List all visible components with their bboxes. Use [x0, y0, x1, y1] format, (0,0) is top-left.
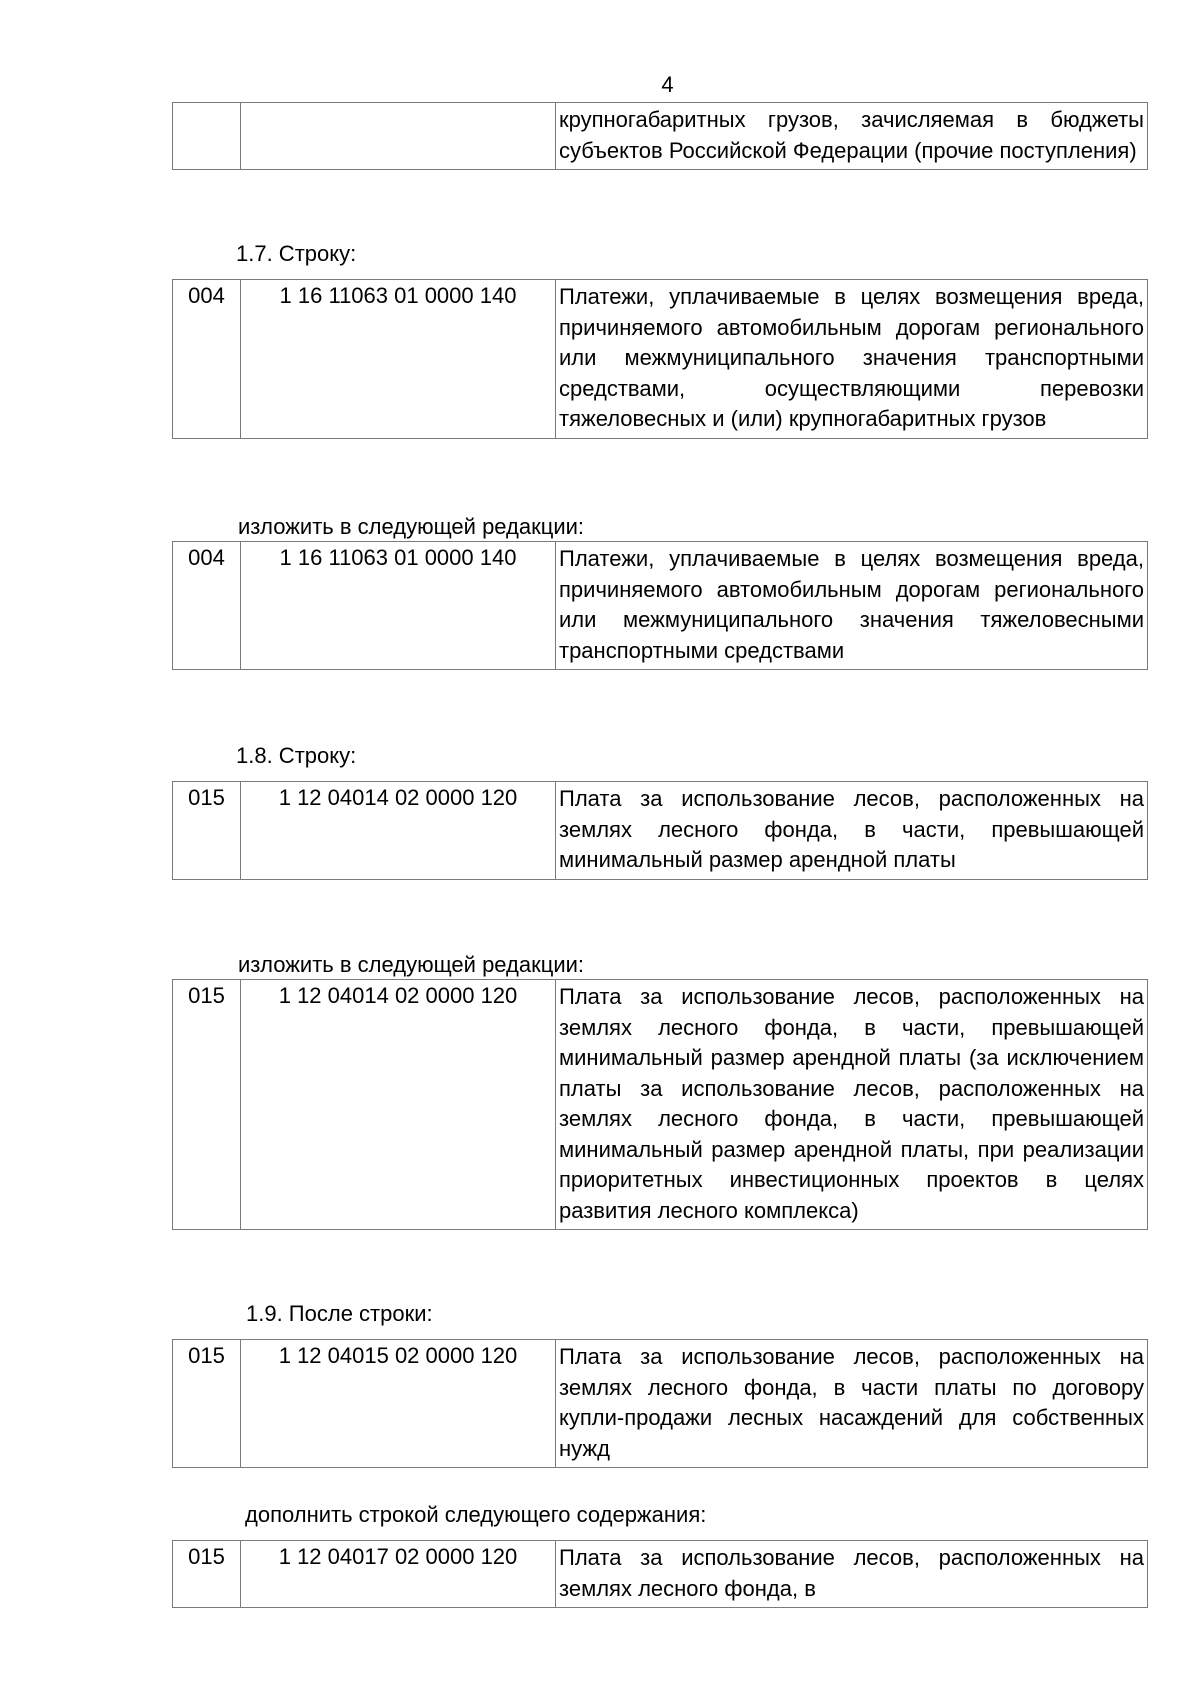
table-1-7-old: [172, 279, 1148, 439]
description-cell: Плата за использование лесов, расположенных на землях лесного фонда, в части, превышающей минимальный размер арендной платы (за исключением платы за использование лесов, расположенных на землях лесного фонда, в части, превышающей минимальный размер арендной платы, при реализации приоритетных инвестиционных проектов в целях развития лесного комплекса): [556, 980, 1148, 1230]
table-row: [173, 542, 1148, 670]
description-cell: Плата за использование лесов, расположенных на землях лесного фонда, в: [556, 1541, 1148, 1608]
description-cell: Плата за использование лесов, расположенных на землях лесного фонда, в части, превышающей минимальный размер арендной платы: [556, 782, 1148, 880]
admin-code-cell: 015: [173, 1541, 241, 1608]
section-caption-1-9: 1.9. После строки:: [246, 1301, 433, 1326]
kbk-code-cell: 1 12 04017 02 0000 120: [241, 1541, 556, 1608]
table-row: [173, 980, 1148, 1230]
description-cell: Плата за использование лесов, расположенных на землях лесного фонда, в части платы по договору купли-продажи лесных насаждений для собственных нужд: [556, 1340, 1148, 1468]
admin-code-cell: 004: [173, 542, 241, 670]
admin-code-cell: 015: [173, 782, 241, 880]
admin-code-cell: 015: [173, 980, 241, 1230]
kbk-code-cell: 1 16 11063 01 0000 140: [241, 280, 556, 439]
page-number: 4: [661, 72, 674, 97]
table-1-8-new: [172, 979, 1148, 1230]
table-1-9-after: [172, 1339, 1148, 1468]
description-cell: Платежи, уплачиваемые в целях возмещения вреда, причиняемого автомобильным дорогам регионального или межмуниципального значения тяжеловесными транспортными средствами: [556, 542, 1148, 670]
description-cell: Платежи, уплачиваемые в целях возмещения вреда, причиняемого автомобильным дорогам регионального или межмуниципального значения транспортными средствами, осуществляющими перевозки тяжеловесных и (или) крупногабаритных грузов: [556, 280, 1148, 439]
section-caption-new-edition: изложить в следующей редакции:: [238, 952, 585, 977]
table-1-8-old: [172, 781, 1148, 880]
table-row: [173, 103, 1148, 170]
section-caption-1-7: 1.7. Строку:: [236, 241, 357, 266]
table-1-7-new: [172, 541, 1148, 670]
table-row: [173, 280, 1148, 439]
table-row: [173, 782, 1148, 880]
kbk-code-cell: 1 12 04015 02 0000 120: [241, 1340, 556, 1468]
kbk-code-cell: 1 12 04014 02 0000 120: [241, 980, 556, 1230]
table-row: [173, 1541, 1148, 1608]
table-continuation: [172, 102, 1148, 170]
section-caption-1-8: 1.8. Строку:: [236, 743, 357, 768]
admin-code-cell: 004: [173, 280, 241, 439]
table-1-9-new-row: [172, 1540, 1148, 1608]
admin-code-cell: [173, 103, 241, 170]
section-caption-add-row: дополнить строкой следующего содержания:: [245, 1502, 707, 1527]
table-row: [173, 1340, 1148, 1468]
section-caption-new-edition: изложить в следующей редакции:: [238, 514, 585, 539]
kbk-code-cell: 1 12 04014 02 0000 120: [241, 782, 556, 880]
admin-code-cell: 015: [173, 1340, 241, 1468]
description-cell: крупногабаритных грузов, зачисляемая в бюджеты субъектов Российской Федерации (прочие поступления): [556, 103, 1148, 170]
kbk-code-cell: [241, 103, 556, 170]
kbk-code-cell: 1 16 11063 01 0000 140: [241, 542, 556, 670]
